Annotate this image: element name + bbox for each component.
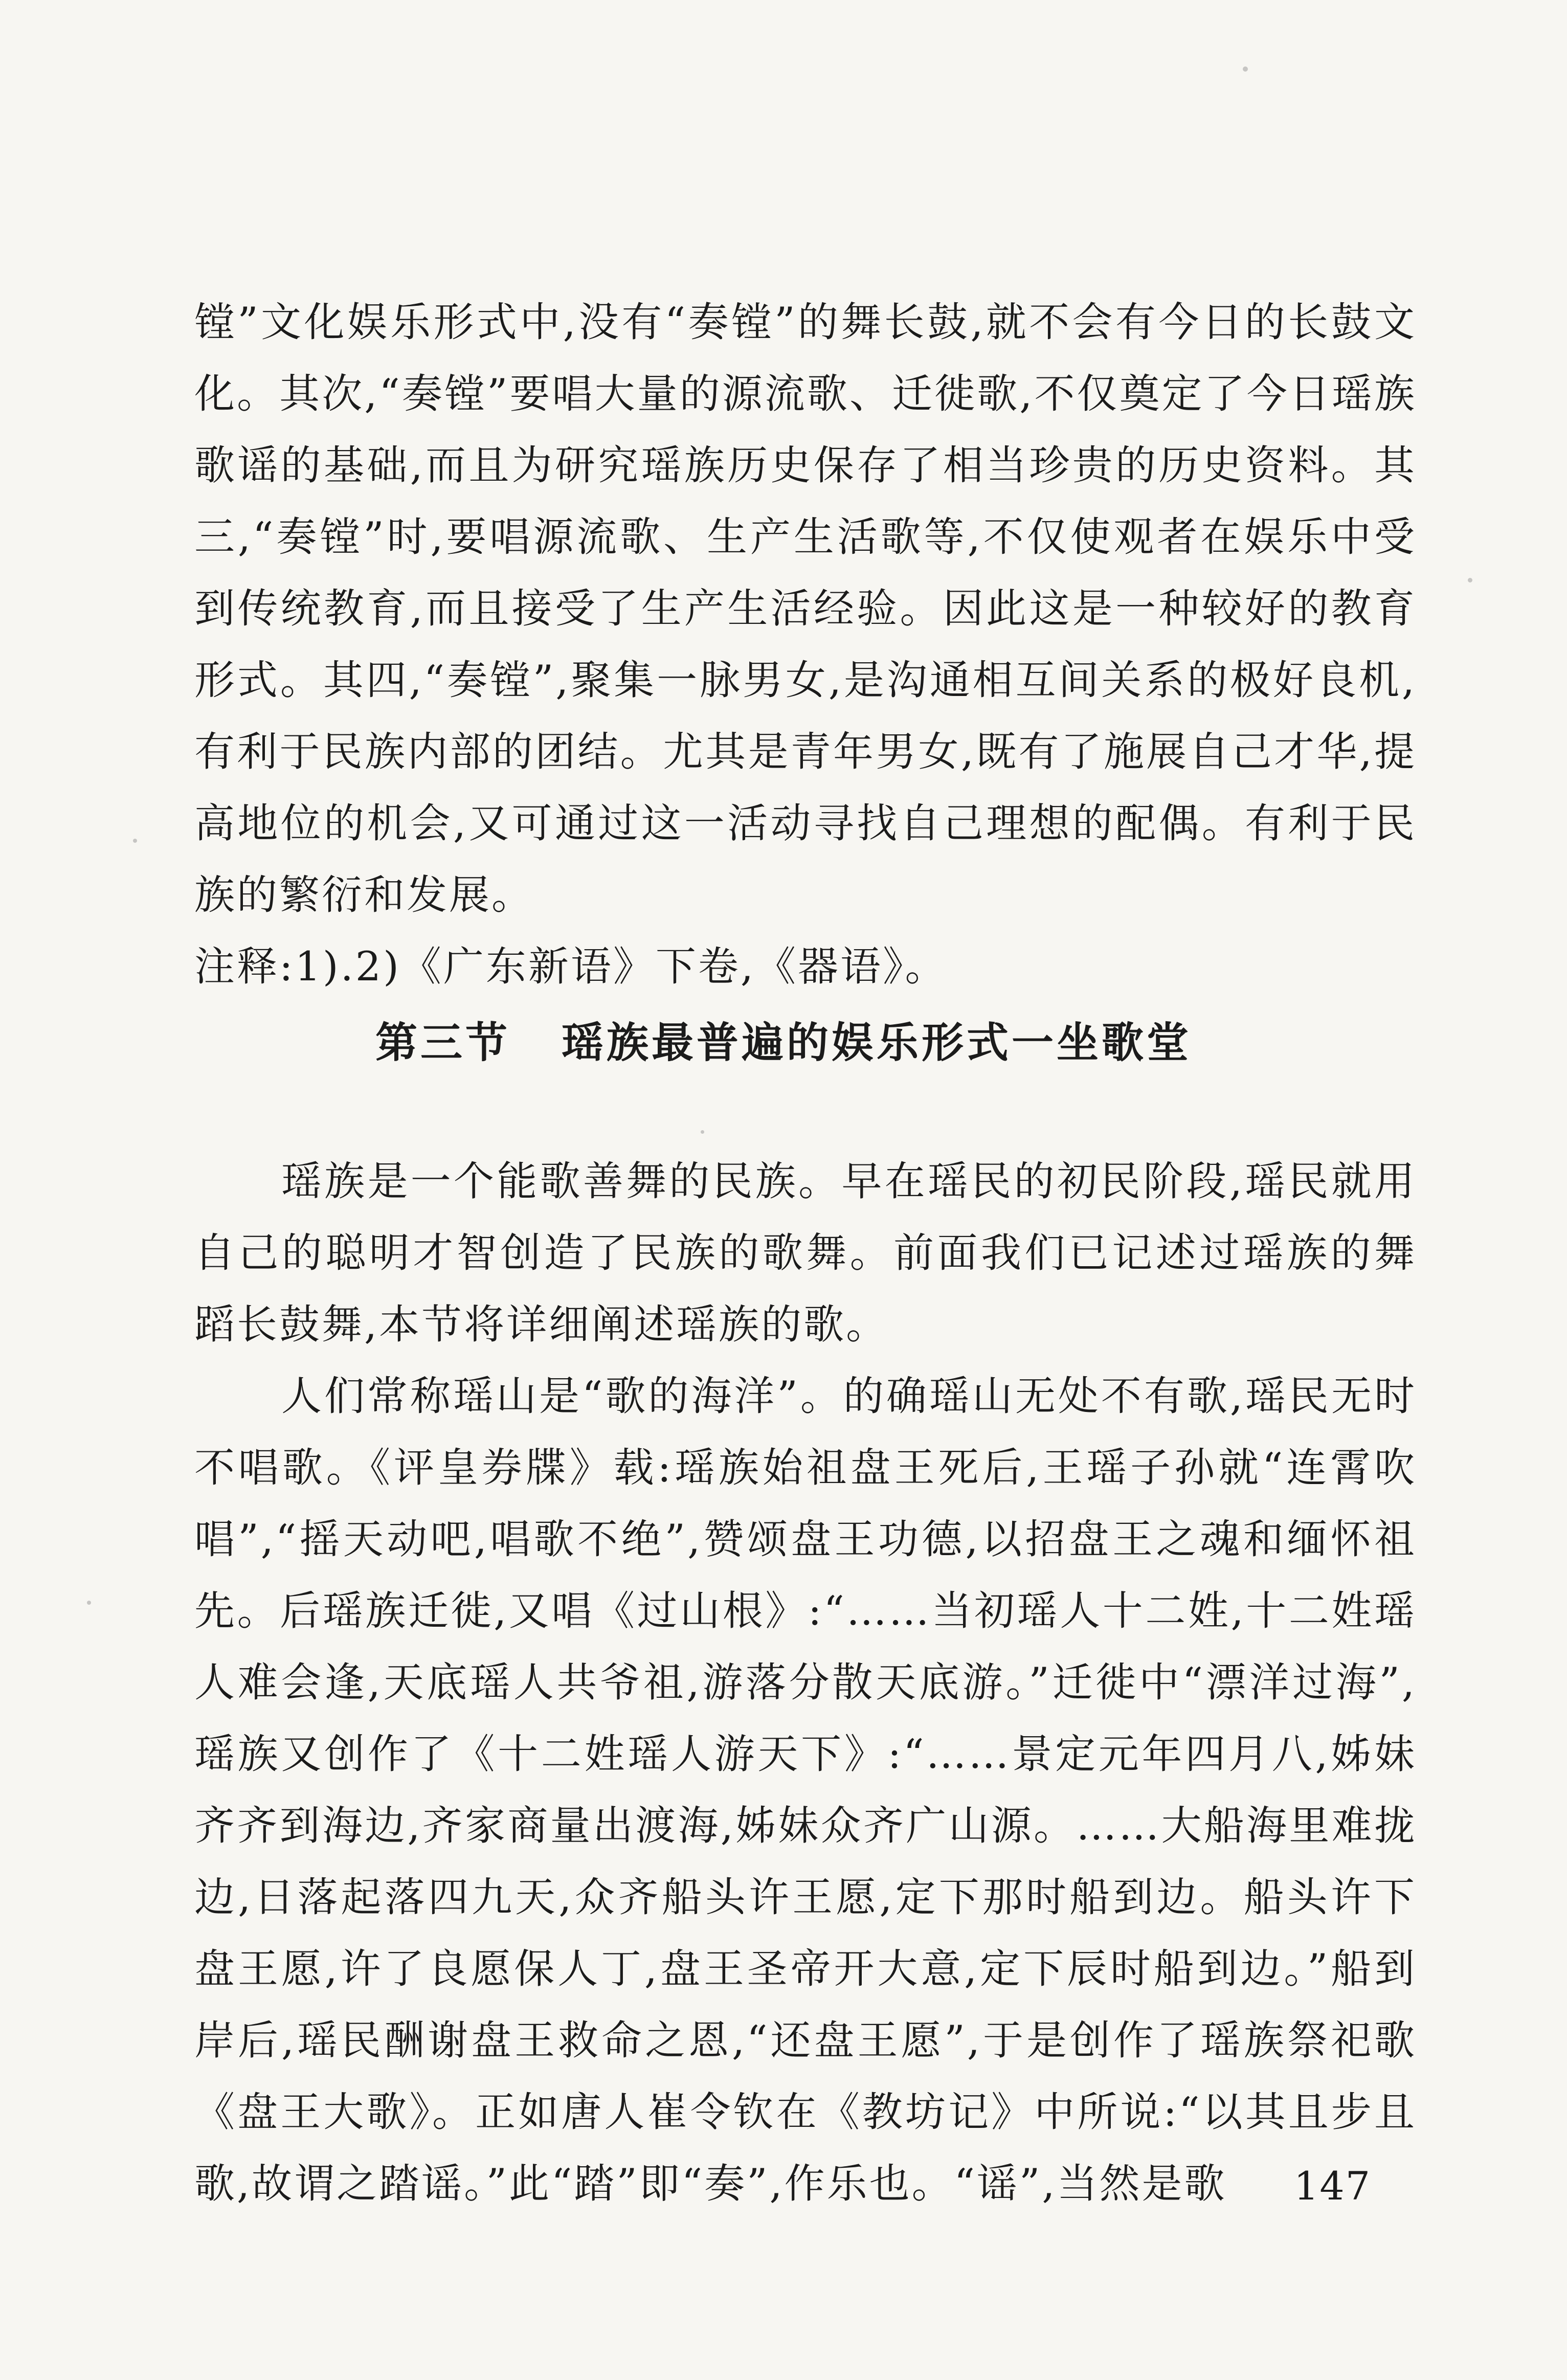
paragraph: 瑶族是一个能歌善舞的民族。早在瑶民的初民阶段,瑶民就用自己的聪明才智创造了民族的歌舞。前面我们已记述过瑶族的舞蹈长鼓舞,本节将详细阐述瑶族的歌。 — [194, 1158, 1417, 1348]
scan-speck — [1468, 578, 1472, 582]
paragraph: 镗”文化娱乐形式中,没有“奏镗”的舞长鼓,就不会有今日的长鼓文化。其次,“奏镗”要唱大量的源流歌、迁徙歌,不仅奠定了今日瑶族歌谣的基础,而且为研究瑶族历史保存了相当珍贵的历史资料。其三,“奏镗”时,要唱源流歌、生产生活歌等,不仅使观者在娱乐中受到传统教育,而且接受了生产生活经验。因此这是一种较好的教育形式。其四,“奏镗”,聚集一脉男女,是沟通相互间关系的极好良机,有利于民族内部的团结。尤其是青年男女,既有了施展自己才华,提高地位的机会,又可通过这一活动寻找自己理想的配偶。有利于民族的繁衍和发展。 — [194, 299, 1417, 918]
scan-speck — [133, 839, 137, 843]
top-text-block — [194, 286, 1417, 1002]
body-text-block — [194, 1146, 1417, 2219]
section-number: 第三节 — [375, 1019, 510, 1067]
section-heading — [0, 1013, 1567, 1074]
footnote: 注释:1).2)《广东新语》下卷,《器语》。 — [194, 943, 948, 990]
page-number: 147 — [1294, 2163, 1372, 2209]
scan-speck — [87, 1601, 91, 1605]
scan-speck — [701, 1130, 704, 1134]
scan-speck — [1243, 66, 1248, 72]
section-title-text: 瑶族最普遍的娱乐形式一坐歌堂 — [562, 1019, 1192, 1067]
paragraph: 人们常称瑶山是“歌的海洋”。的确瑶山无处不有歌,瑶民无时不唱歌。《评皇券牒》载:瑶族始祖盘王死后,王瑶子孙就“连霄吹唱”,“摇天动吧,唱歌不绝”,赞颂盘王功德,以招盘王之魂和缅怀祖先。后瑶族迁徙,又唱《过山根》:“……当初瑶人十二姓,十二姓瑶人难会逢,天底瑶人共爷祖,游落分散天底游。”迁徙中“漂洋过海”,瑶族又创作了《十二姓瑶人游天下》:“……景定元年四月八,姊妹齐齐到海边,齐家商量出渡海,姊妹众齐广山源。……大船海里难拢边,日落起落四九天,众齐船头许王愿,定下那时船到边。船头许下盘王愿,许了良愿保人丁,盘王圣帝开大意,定下辰时船到边。”船到岸后,瑶民酬谢盘王救命之恩,“还盘王愿”,于是创作了瑶族祭祀歌《盘王大歌》。正如唐人崔令钦在《教坊记》中所说:“以其且步且歌,故谓之踏谣。”此“踏”即“奏”,作乐也。“谣”,当然是歌 — [194, 1373, 1417, 2207]
